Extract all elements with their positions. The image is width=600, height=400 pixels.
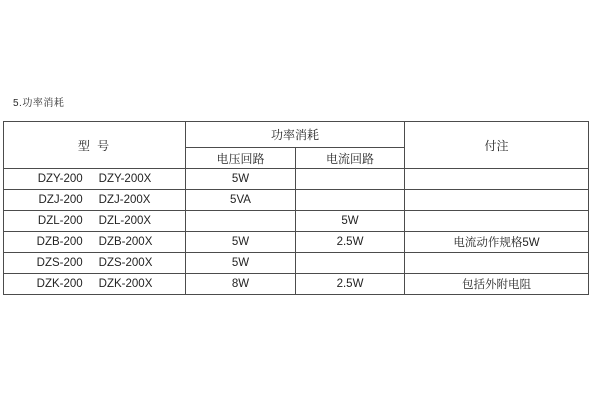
table-row: [4, 232, 589, 253]
model-name-x: DZK-200X: [98, 278, 153, 290]
model-name: DZK-200: [36, 278, 83, 290]
table-body: [4, 169, 589, 295]
model-name: DZB-200: [36, 236, 83, 248]
model-pair: [39, 194, 151, 206]
note-value: 包括外附电阻: [405, 274, 589, 295]
note-value: [405, 253, 589, 274]
header-power-consumption: 功率消耗: [186, 122, 405, 148]
note-value: [405, 169, 589, 190]
model-pair: [37, 278, 153, 290]
model-pair: [38, 215, 151, 227]
model-cell: [4, 253, 186, 274]
model-name: DZJ-200: [38, 194, 83, 206]
model-name: DZL-200: [37, 215, 83, 227]
voltage-circuit-value: 5VA: [186, 190, 296, 211]
current-circuit-value: 5W: [296, 211, 405, 232]
model-cell: [4, 274, 186, 295]
voltage-circuit-value: 5W: [186, 253, 296, 274]
current-circuit-value: 2.5W: [296, 232, 405, 253]
table-row: [4, 169, 589, 190]
note-value: 电流动作规格5W: [405, 232, 589, 253]
table-row: [4, 211, 589, 232]
header-voltage-circuit: 电压回路: [186, 148, 296, 169]
model-name-x: DZB-200X: [98, 236, 153, 248]
voltage-circuit-value: 8W: [186, 274, 296, 295]
model-name-x: DZS-200X: [98, 257, 153, 269]
note-value: [405, 211, 589, 232]
header-row-1: [4, 122, 589, 148]
table-row: [4, 253, 589, 274]
current-circuit-value: 2.5W: [296, 274, 405, 295]
model-pair: [37, 257, 153, 269]
model-cell: [4, 169, 186, 190]
model-cell: [4, 190, 186, 211]
header-note: 付注: [405, 122, 589, 169]
model-pair: [38, 173, 152, 185]
current-circuit-value: [296, 253, 405, 274]
current-circuit-value: [296, 190, 405, 211]
voltage-circuit-value: [186, 211, 296, 232]
current-circuit-value: [296, 169, 405, 190]
model-name-x: DZL-200X: [98, 215, 152, 227]
header-current-circuit: 电流回路: [296, 148, 405, 169]
voltage-circuit-value: 5W: [186, 232, 296, 253]
voltage-circuit-value: 5W: [186, 169, 296, 190]
power-consumption-table: [3, 121, 589, 295]
model-name-x: DZJ-200X: [98, 194, 151, 206]
model-cell: [4, 232, 186, 253]
model-name: DZS-200: [36, 257, 83, 269]
table-row: [4, 274, 589, 295]
note-value: [405, 190, 589, 211]
section-title: 5.功率消耗: [13, 98, 65, 109]
model-name: DZY-200: [37, 173, 83, 185]
model-name-x: DZY-200X: [98, 173, 152, 185]
model-cell: [4, 211, 186, 232]
header-model: 型 号: [4, 122, 186, 169]
table-row: [4, 190, 589, 211]
model-pair: [37, 236, 153, 248]
